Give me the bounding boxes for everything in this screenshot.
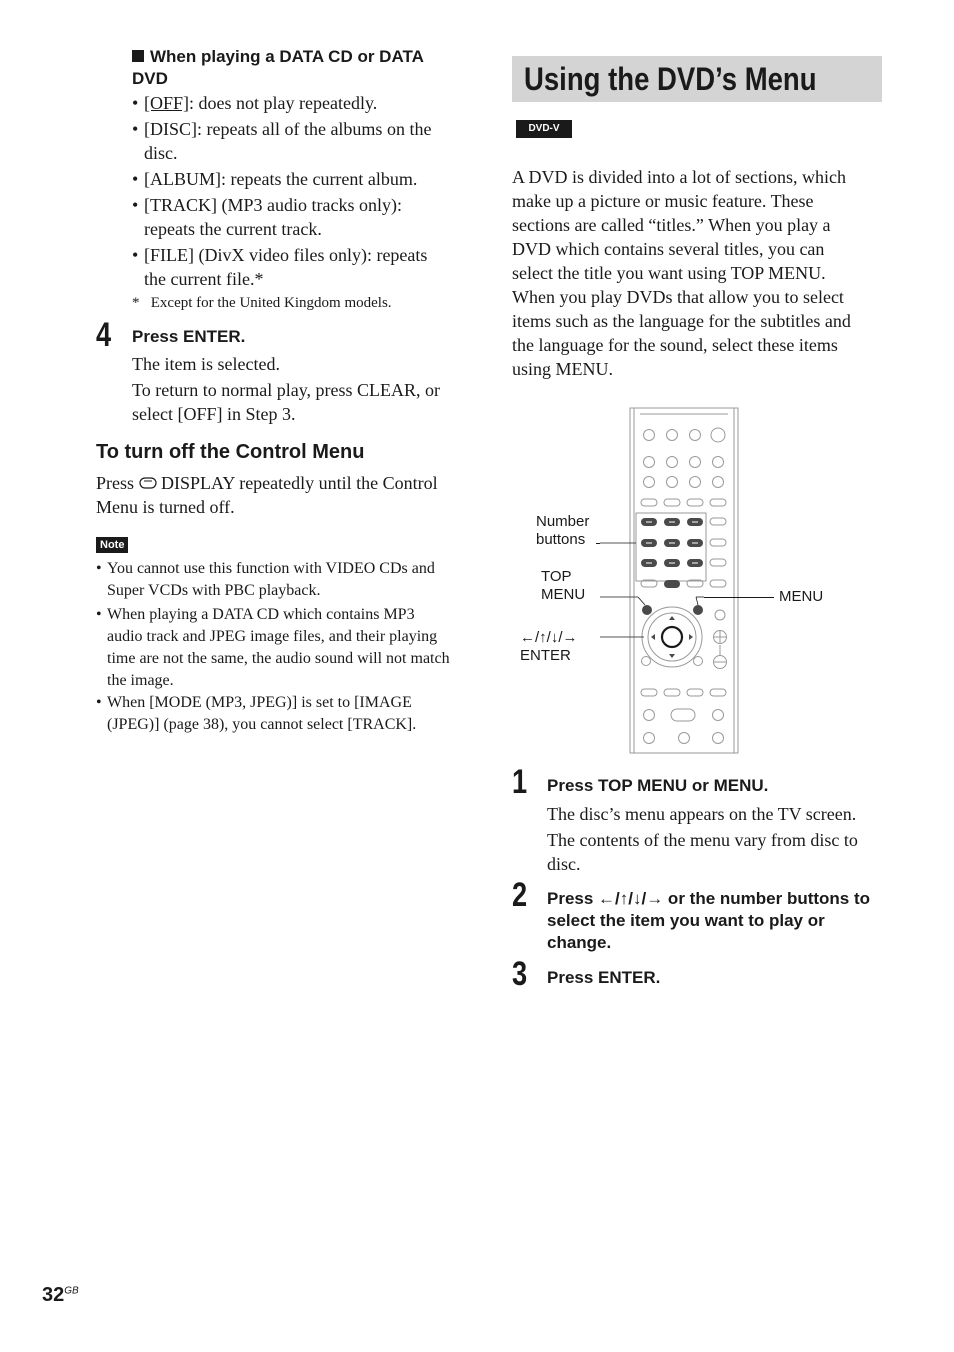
footnote: * Except for the United Kingdom models. <box>132 295 392 311</box>
note-item: • When playing a DATA CD which contains MP3 audio track and JPEG image files, and their playing time are not the same, the audio sound will not match the image. <box>96 606 450 689</box>
display-button-icon <box>139 476 157 490</box>
list-item: • [DISC]: repeats all of the albums on the disc. <box>132 119 432 163</box>
intro-paragraph: A DVD is divided into a lot of sections, which make up a picture or music feature. These sections are called “titles.” When you play a DVD which contains several titles, you can select the title you want using TOP MENU. When you play DVDs that allow you to select items such as the language for the subtitles and the language for the sound, select these items using MENU. <box>512 167 851 379</box>
note-item: • When [MODE (MP3, JPEG)] is set to [IMAGE (JPEG)] (page 38), you cannot select [TRACK]. <box>96 694 417 733</box>
page-title: Using the DVD’s Menu <box>524 61 817 97</box>
control-menu-text: Press DISPLAY repeatedly until the Control Menu is turned off. <box>96 473 438 517</box>
list-item: • [OFF]: does not play repeatedly. <box>132 93 378 113</box>
list-item: • [ALBUM]: repeats the current album. <box>132 169 418 189</box>
callout-line-menu <box>704 597 774 598</box>
section-heading-line2: DVD <box>132 69 168 88</box>
step-3-title: Press ENTER. <box>547 968 661 987</box>
step-1-number: 1 <box>512 763 528 801</box>
remote-control-illustration <box>600 405 750 755</box>
section-heading <box>132 46 472 90</box>
page-number: $32^{GB}$ <box>42 1284 79 1306</box>
step-2-title: Press ←/↑/↓/→ or the number buttons to select the item you want to play or change. <box>547 889 871 952</box>
step-1-body: The disc’s menu appears on the TV screen. The contents of the menu vary from disc to disc. <box>547 804 858 874</box>
section-heading-line1: When playing a DATA CD or DATA <box>150 47 424 66</box>
step-1-title: Press TOP MENU or MENU. <box>547 776 769 795</box>
arrows-enter-label: ←/↑/↓/→ ENTER <box>520 629 578 664</box>
square-bullet-icon <box>132 50 144 62</box>
list-item: • [TRACK] (MP3 audio tracks only): repeats the current track. <box>132 195 402 239</box>
step-2-number: 2 <box>512 876 528 914</box>
step-4-body: The item is selected. To return to normal play, press CLEAR, or select [OFF] in Step 3. <box>132 354 441 424</box>
title-bar <box>512 56 882 102</box>
top-menu-label: TOP MENU <box>541 568 586 603</box>
dvd-v-badge: DVD-V <box>516 120 572 138</box>
list-item: • [FILE] (DivX video files only): repeats the current file.* <box>132 245 428 289</box>
menu-label: MENU <box>779 588 824 605</box>
note-item: • You cannot use this function with VIDEO CDs and Super VCDs with PBC playback. <box>96 560 435 599</box>
step-4-number: 4 <box>96 316 112 354</box>
step-4-title: Press ENTER. <box>132 327 246 346</box>
control-menu-heading: To turn off the Control Menu <box>96 441 365 463</box>
note-badge: Note <box>96 537 128 553</box>
step-3-number: 3 <box>512 955 528 993</box>
number-buttons-label: Number buttons <box>536 513 590 548</box>
